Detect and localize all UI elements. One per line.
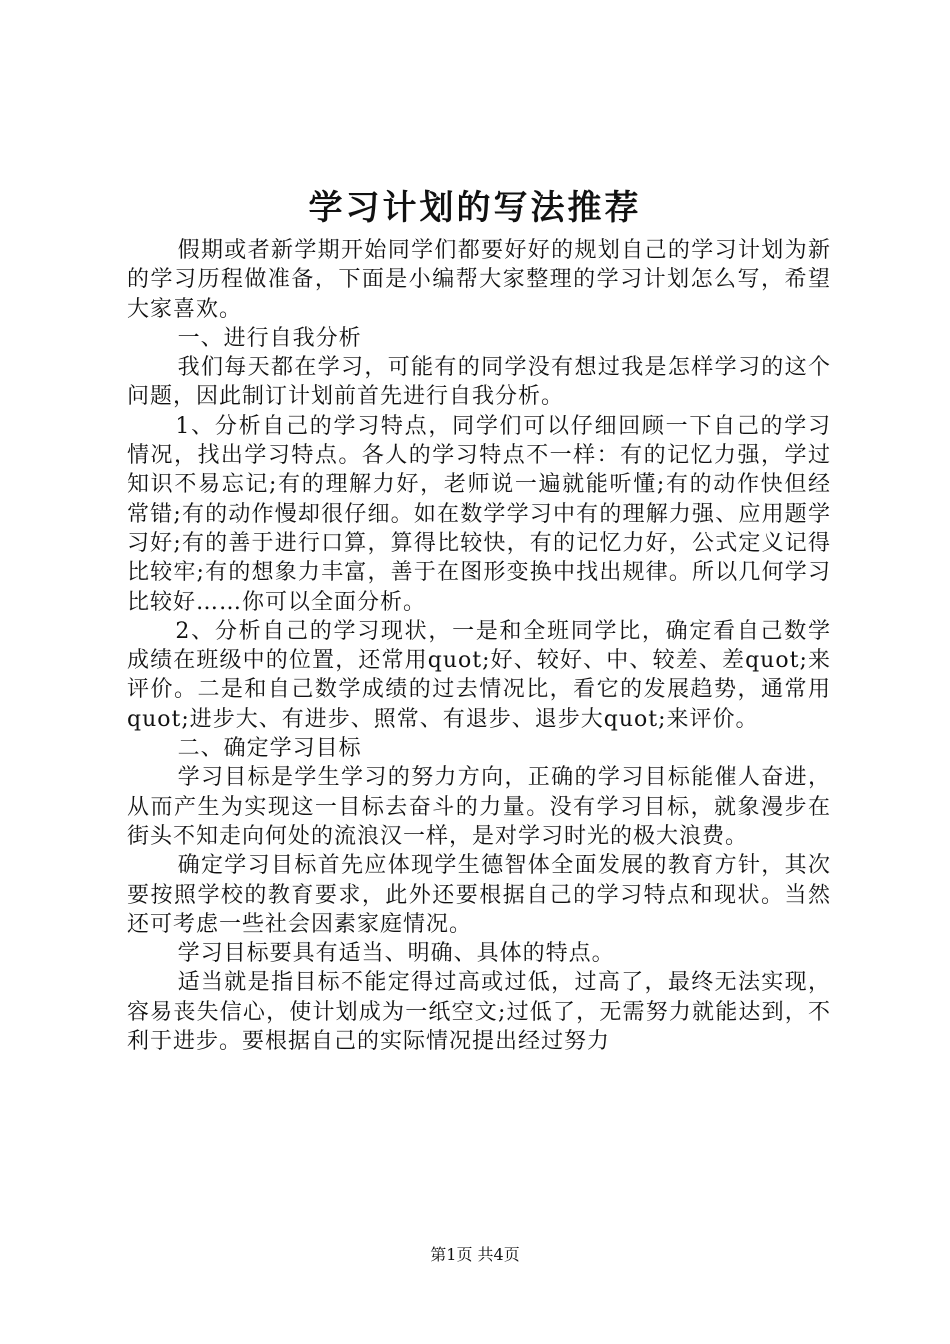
document-body	[127, 236, 831, 1056]
section-heading-goals: 二、确定学习目标	[177, 736, 362, 762]
paragraph-item-2: 2、分析自己的学习现状，一是和全班同学比，确定看自己数学成绩在班级中的位置，还常用quot;好、较好、中、较差、差quot;来评价。二是和自己数学成绩的过去情况比，看它的发展趋势，通常用quot;进步大、有进步、照常、有退步、退步大quot;来评价。	[127, 618, 831, 732]
page-footer: 第1页 共4页	[430, 1245, 520, 1264]
paragraph: 适当就是指目标不能定得过高或过低，过高了，最终无法实现，容易丧失信心，使计划成为一纸空文;过低了，无需努力就能达到，不利于进步。要根据自己的实际情况提出经过努力	[127, 970, 831, 1055]
paragraph: 学习目标是学生学习的努力方向，正确的学习目标能催人奋进，从而产生为实现这一目标去奋斗的力量。没有学习目标，就象漫步在街头不知走向何处的流浪汉一样，是对学习时光的极大浪费。	[127, 765, 831, 849]
document-title: 学习计划的写法推荐	[308, 188, 642, 228]
paragraph: 学习目标要具有适当、明确、具体的特点。	[177, 941, 615, 967]
paragraph-intro: 假期或者新学期开始同学们都要好好的规划自己的学习计划为新的学习历程做准备，下面是小编帮大家整理的学习计划怎么写，希望大家喜欢。	[127, 238, 831, 322]
paragraph: 我们每天都在学习，可能有的同学没有想过我是怎样学习的这个问题，因此制订计划前首先进行自我分析。	[127, 355, 831, 410]
paragraph: 确定学习目标首先应体现学生德智体全面发展的教育方针，其次要按照学校的教育要求，此外还要根据自己的学习特点和现状。当然还可考虑一些社会因素家庭情况。	[127, 853, 831, 937]
paragraph-item-1: 1、分析自己的学习特点，同学们可以仔细回顾一下自己的学习情况，找出学习特点。各人的学习特点不一样：有的记忆力强，学过知识不易忘记;有的理解力好，老师说一遍就能听懂;有的动作快但经常错;有的动作慢却很仔细。如在数学学习中有的理解力强、应用题学习好;有的善于进行口算，算得比较快，有的记忆力好，公式定义记得比较牢;有的想象力丰富，善于在图形变换中找出规律。所以几何学习比较好……你可以全面分析。	[127, 413, 831, 615]
section-heading-self-analysis: 一、进行自我分析	[177, 325, 362, 351]
